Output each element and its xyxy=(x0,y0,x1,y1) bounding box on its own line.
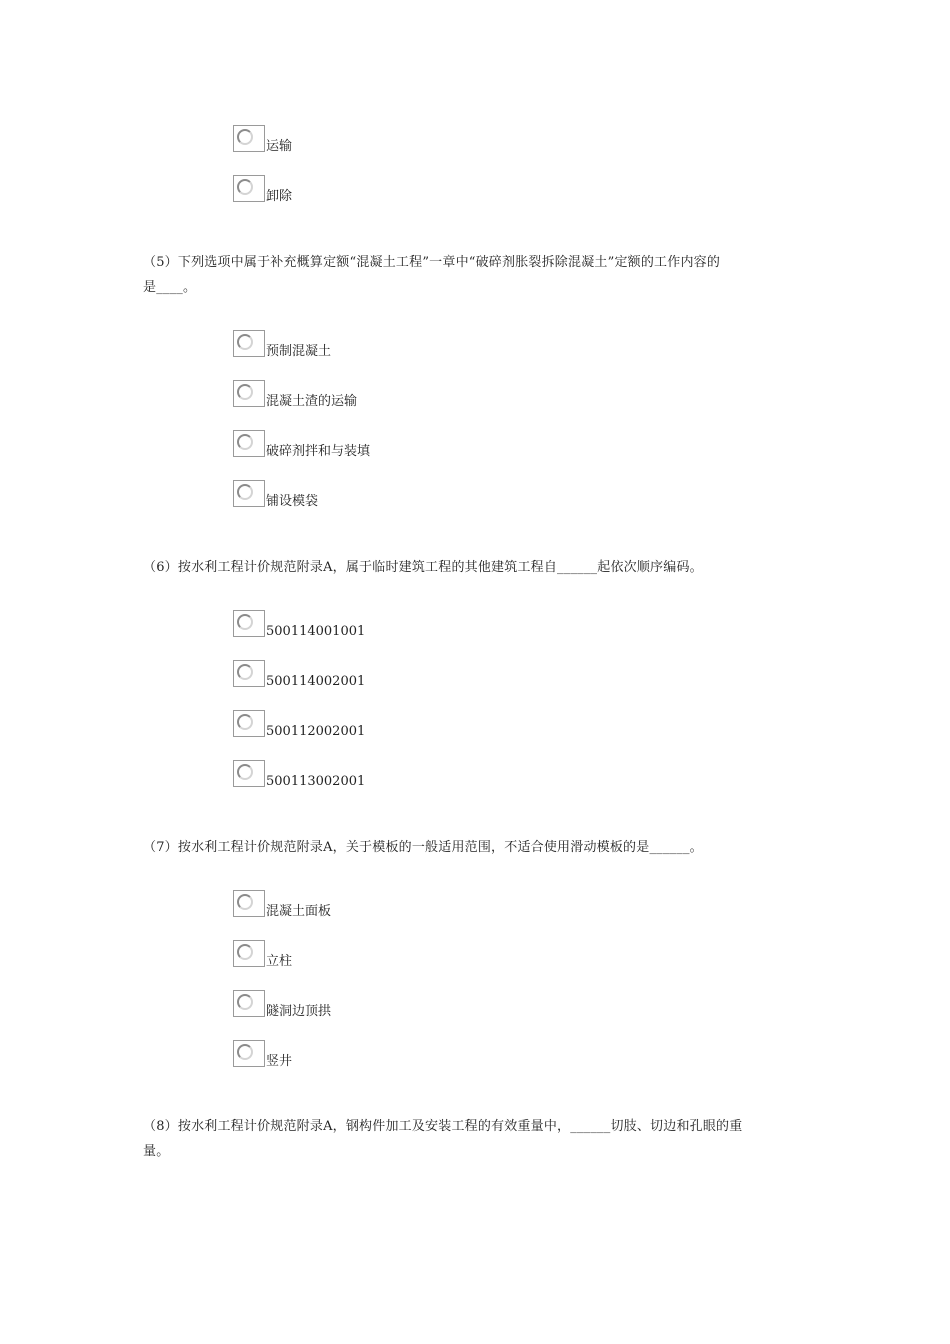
question-7 xyxy=(143,835,808,860)
radio-button[interactable] xyxy=(233,380,265,407)
radio-circle-icon xyxy=(237,764,253,780)
radio-button[interactable] xyxy=(233,760,265,787)
option-label: 破碎剂拌和与装填 xyxy=(266,444,371,459)
radio-button[interactable] xyxy=(233,610,265,637)
option-label: 立柱 xyxy=(266,954,293,969)
option-label: 运输 xyxy=(266,139,293,154)
option-label: 竖井 xyxy=(266,1054,293,1069)
radio-circle-icon xyxy=(237,434,253,450)
radio-button[interactable] xyxy=(233,1040,265,1067)
radio-button[interactable] xyxy=(233,710,265,737)
option-label: 铺设模袋 xyxy=(266,494,319,509)
radio-button[interactable] xyxy=(233,990,265,1017)
q7-option-d[interactable] xyxy=(233,1040,733,1074)
option-pre-1[interactable] xyxy=(233,125,733,159)
radio-circle-icon xyxy=(237,384,253,400)
question-7-text: （7）按水利工程计价规范附录A，关于模板的一般适用范围，不适合使用滑动模板的是______。 xyxy=(143,840,703,855)
option-label: 500113002001 xyxy=(266,774,366,789)
radio-circle-icon xyxy=(237,484,253,500)
radio-circle-icon xyxy=(237,944,253,960)
q5-option-c[interactable] xyxy=(233,430,733,464)
option-label: 卸除 xyxy=(266,189,293,204)
q7-option-c[interactable] xyxy=(233,990,733,1024)
q7-option-b[interactable] xyxy=(233,940,733,974)
radio-circle-icon xyxy=(237,179,253,195)
radio-button[interactable] xyxy=(233,890,265,917)
question-5 xyxy=(143,250,808,300)
q5-option-d[interactable] xyxy=(233,480,733,514)
option-label: 混凝土渣的运输 xyxy=(266,394,358,409)
question-6-text: （6）按水利工程计价规范附录A，属于临时建筑工程的其他建筑工程自______起依次顺序编码。 xyxy=(143,560,703,575)
radio-circle-icon xyxy=(237,334,253,350)
q6-option-a[interactable] xyxy=(233,610,733,644)
radio-button[interactable] xyxy=(233,175,265,202)
radio-circle-icon xyxy=(237,1044,253,1060)
q7-option-a[interactable] xyxy=(233,890,733,924)
radio-circle-icon xyxy=(237,994,253,1010)
q6-option-b[interactable] xyxy=(233,660,733,694)
question-5-line-2: 是____。 xyxy=(143,280,197,295)
question-8 xyxy=(143,1114,808,1164)
option-label: 隧洞边顶拱 xyxy=(266,1004,332,1019)
option-pre-2[interactable] xyxy=(233,175,733,209)
question-8-line-2: 量。 xyxy=(143,1144,170,1159)
radio-circle-icon xyxy=(237,894,253,910)
radio-button[interactable] xyxy=(233,330,265,357)
question-8-line-1: （8）按水利工程计价规范附录A，钢构件加工及安装工程的有效重量中，______切肢、切边和孔眼的重 xyxy=(143,1119,743,1134)
radio-button[interactable] xyxy=(233,430,265,457)
q5-option-b[interactable] xyxy=(233,380,733,414)
radio-circle-icon xyxy=(237,714,253,730)
question-6 xyxy=(143,555,808,580)
option-label: 混凝土面板 xyxy=(266,904,332,919)
radio-circle-icon xyxy=(237,129,253,145)
option-label: 500112002001 xyxy=(266,724,366,739)
question-5-line-1: （5）下列选项中属于补充概算定额“混凝土工程”一章中“破碎剂胀裂拆除混凝土”定额的工作内容的 xyxy=(143,255,721,270)
radio-circle-icon xyxy=(237,664,253,680)
q6-option-d[interactable] xyxy=(233,760,733,794)
option-label: 预制混凝土 xyxy=(266,344,332,359)
radio-button[interactable] xyxy=(233,480,265,507)
q6-option-c[interactable] xyxy=(233,710,733,744)
option-label: 500114001001 xyxy=(266,624,366,639)
radio-button[interactable] xyxy=(233,660,265,687)
radio-button[interactable] xyxy=(233,125,265,152)
q5-option-a[interactable] xyxy=(233,330,733,364)
option-label: 500114002001 xyxy=(266,674,366,689)
radio-circle-icon xyxy=(237,614,253,630)
radio-button[interactable] xyxy=(233,940,265,967)
